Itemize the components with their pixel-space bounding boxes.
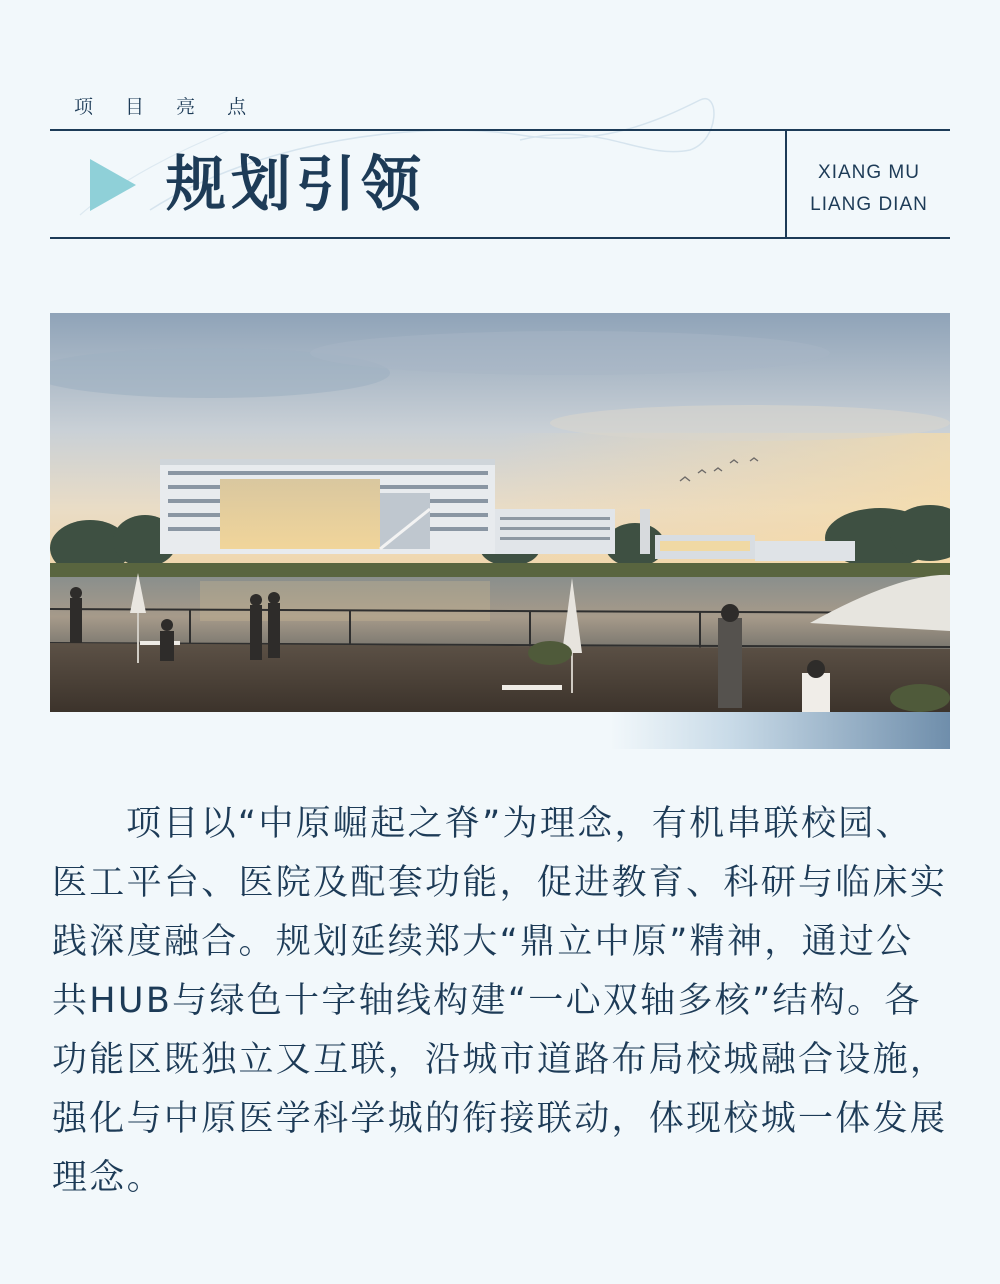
section-kicker: 项 目 亮 点 <box>74 96 260 118</box>
pinyin-label <box>788 157 950 221</box>
pinyin-line-1: XIANG MU <box>818 162 920 183</box>
section-title: 规划引领 <box>166 150 426 220</box>
play-triangle-icon <box>86 157 138 213</box>
section-header <box>50 129 950 239</box>
campus-rendering-image <box>50 313 950 712</box>
header-divider <box>785 131 787 237</box>
photo-shadow-strip <box>610 708 950 749</box>
article-paragraph: 项目以“中原崛起之脊”为理念，有机串联校园、医工平台、医院及配套功能，促进教育、科研与临床实践深度融合。规划延续郑大“鼎立中原”精神，通过公共HUB与绿色十字轴线构建“一心双轴多核”结构。各功能区既独立又互联，沿城市道路布局校城融合设施，强化与中原医学科学城的衔接联动，体现校城一体发展理念。 <box>52 804 948 1198</box>
pinyin-line-2: LIANG DIAN <box>810 194 928 215</box>
